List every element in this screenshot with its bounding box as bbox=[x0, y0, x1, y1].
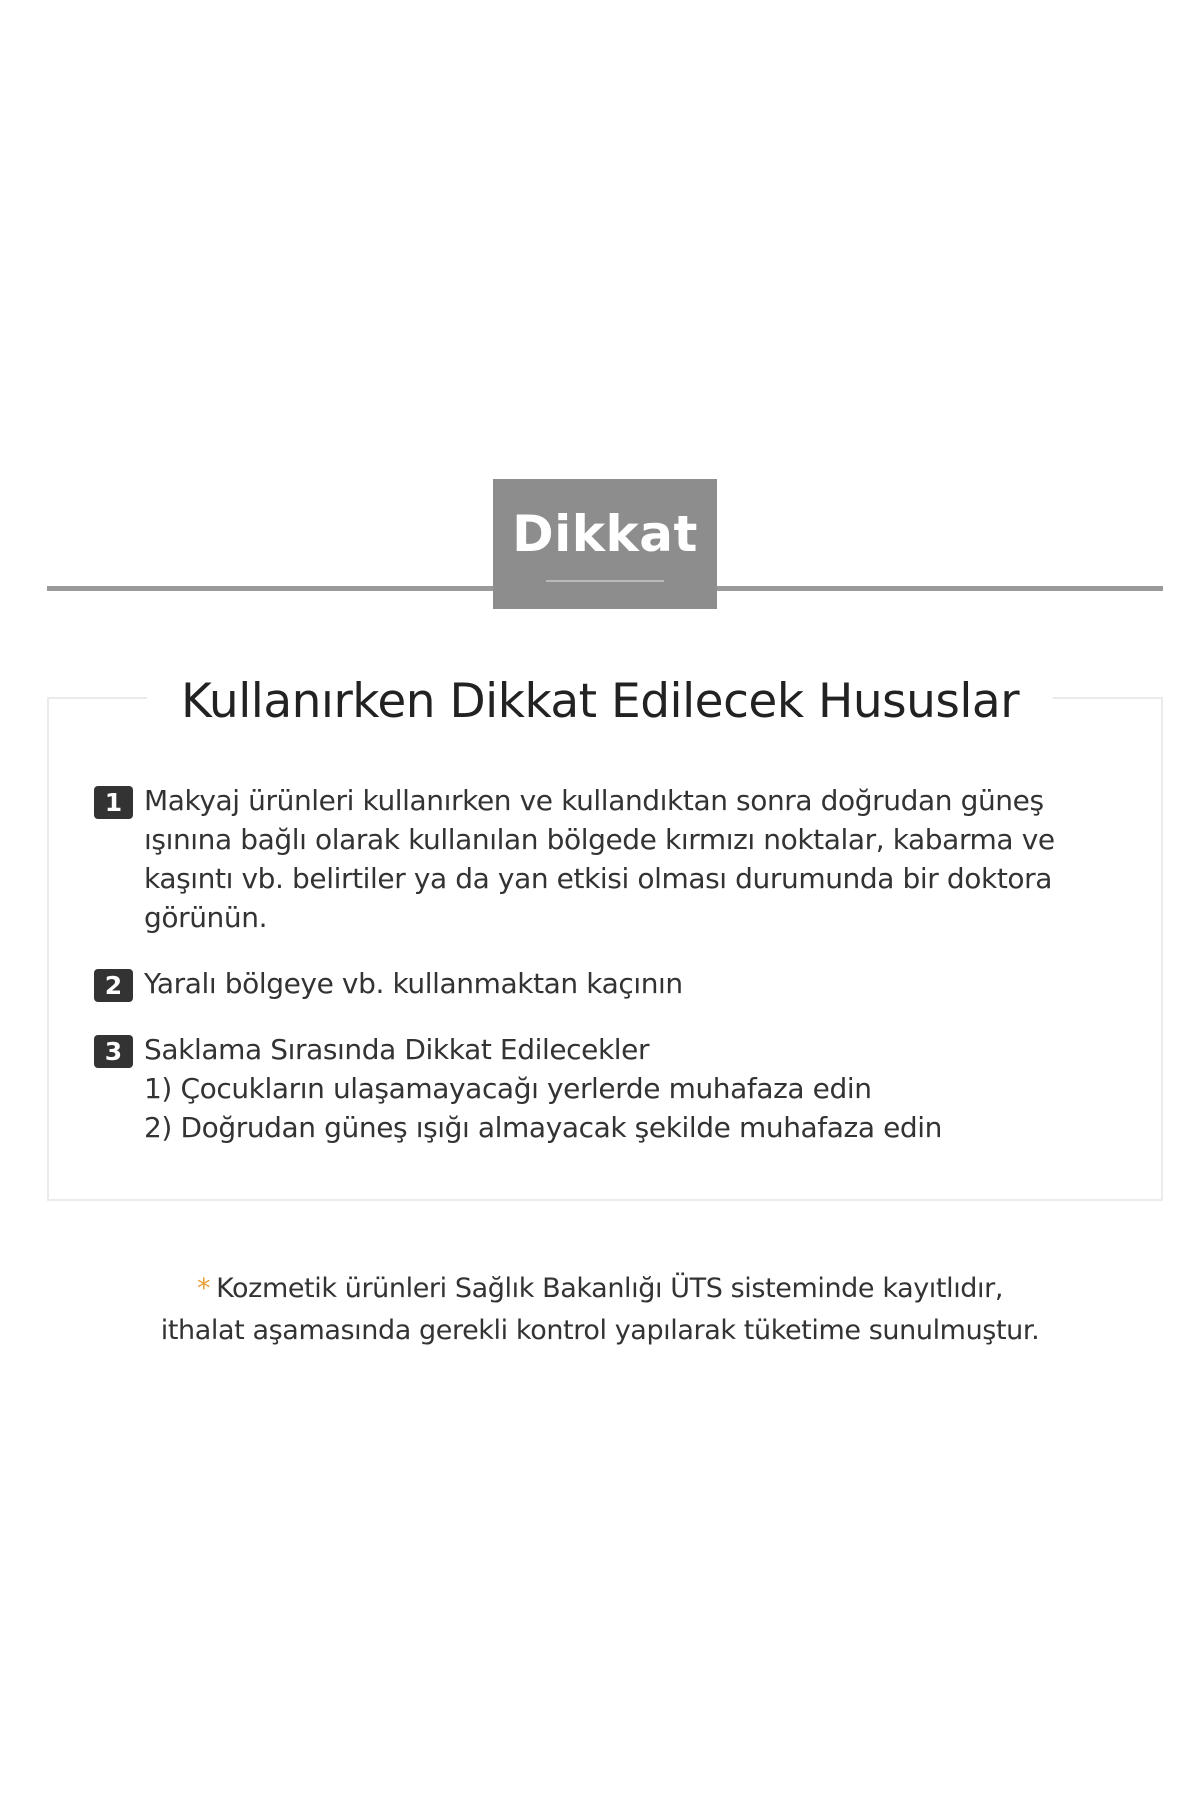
footnote-line bbox=[0, 1268, 1200, 1310]
list-item bbox=[94, 964, 1074, 1003]
item-line: görünün. bbox=[144, 901, 268, 934]
item-text bbox=[144, 964, 1074, 1003]
item-line: Yaralı bölgeye vb. kullanmaktan kaçının bbox=[144, 967, 683, 1000]
header-banner bbox=[493, 479, 717, 609]
item-number-badge: 1 bbox=[94, 786, 133, 819]
item-text bbox=[144, 781, 1074, 937]
list-item bbox=[94, 1030, 1074, 1147]
footnote-text: Kozmetik ürünleri Sağlık Bakanlığı ÜTS sisteminde kayıtlıdır, bbox=[216, 1273, 1004, 1304]
item-line: 2) Doğrudan güneş ışığı almayacak şekilde muhafaza edin bbox=[144, 1111, 942, 1144]
item-number-badge: 3 bbox=[94, 1035, 133, 1068]
item-line: 1) Çocukların ulaşamayacağı yerlerde muhafaza edin bbox=[144, 1072, 872, 1105]
cautions-list bbox=[94, 781, 1074, 1174]
header-title: Dikkat bbox=[512, 505, 698, 563]
list-item bbox=[94, 781, 1074, 937]
footnote bbox=[0, 1268, 1200, 1352]
item-line: ışınına bağlı olarak kullanılan bölgede kırmızı noktalar, kabarma ve bbox=[144, 823, 1055, 856]
item-line: Saklama Sırasında Dikkat Edilecekler bbox=[144, 1033, 650, 1066]
item-line: Makyaj ürünleri kullanırken ve kullandıktan sonra doğrudan güneş bbox=[144, 784, 1044, 817]
header-title-underline bbox=[546, 580, 664, 582]
footnote-line: ithalat aşamasında gerekli kontrol yapılarak tüketime sunulmuştur. bbox=[160, 1315, 1040, 1346]
asterisk-icon: * bbox=[196, 1273, 211, 1304]
item-text bbox=[144, 1030, 1074, 1147]
item-line: kaşıntı vb. belirtiler ya da yan etkisi olması durumunda bir doktora bbox=[144, 862, 1052, 895]
section-title: Kullanırken Dikkat Edilecek Hususlar bbox=[147, 668, 1053, 736]
item-number-badge: 2 bbox=[94, 969, 133, 1002]
